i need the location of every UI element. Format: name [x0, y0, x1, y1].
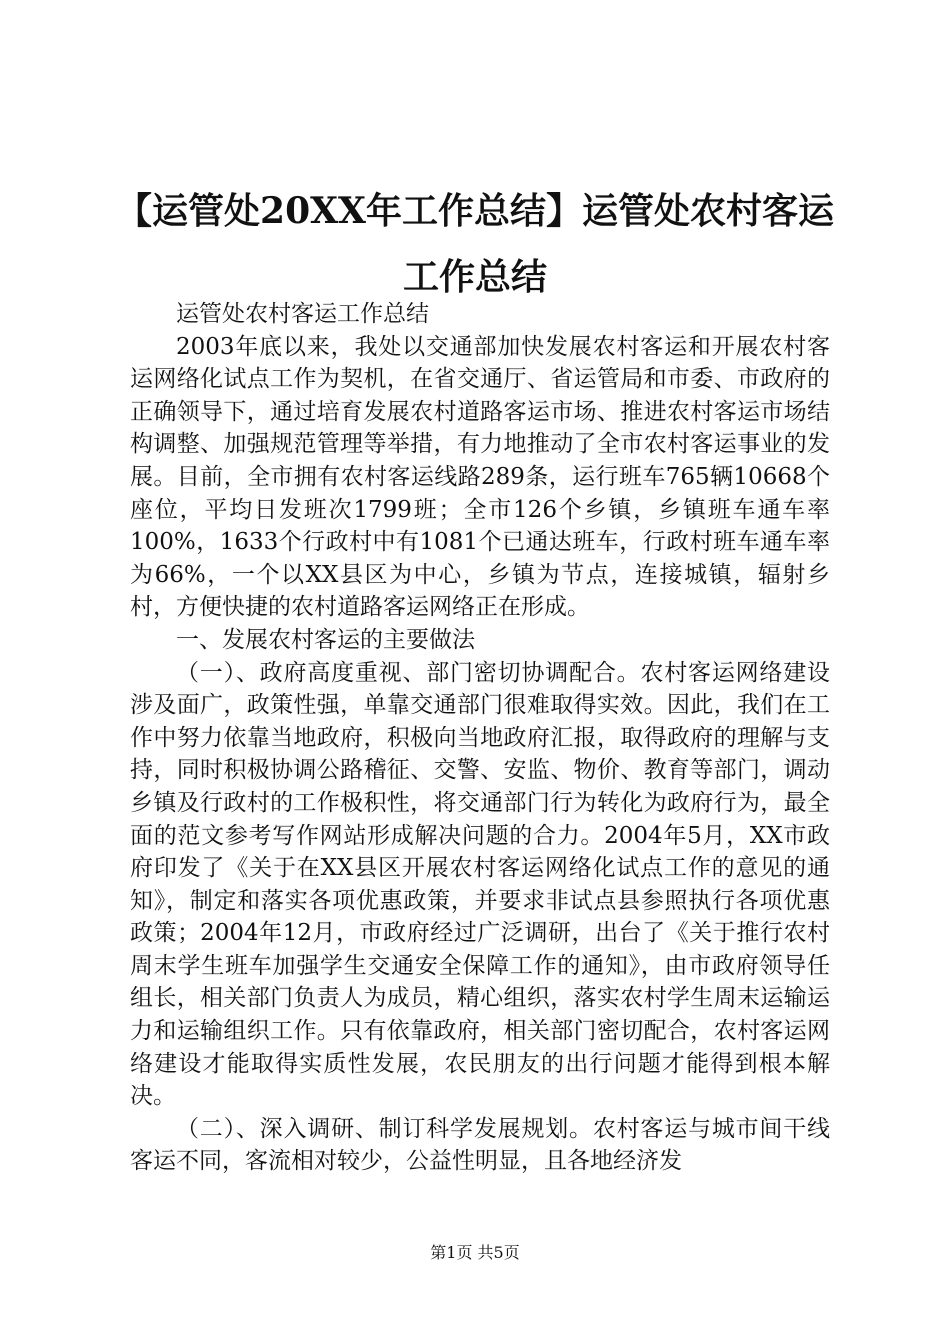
paragraph-item-1: （一）、政府高度重视、部门密切协调配合。农村客运网络建设涉及面广，政策性强，单靠交通部门很难取得实效。因此，我们在工作中努力依靠当地政府，积极向当地政府汇报，取得政府的理解与支持，同时积极协调公路稽征、交警、安监、物价、教育等部门，调动乡镇及行政村的工作极积性，将交通部门行为转化为政府行为，最全面的范文参考写作网站形成解决问题的合力。2004年5月，XX市政府印发了《关于在XX县区开展农村客运网络化试点工作的意见的通知》，制定和落实各项优惠政策，并要求非试点县参照执行各项优惠政策；2004年12月，市政府经过广泛调研，出台了《关于推行农村周末学生班车加强学生交通安全保障工作的通知》，由市政府领导任组长，相关部门负责人为成员，精心组织，落实农村学生周末运输运力和运输组织工作。只有依靠政府，相关部门密切配合，农村客运网络建设才能取得实质性发展，农民朋友的出行问题才能得到根本解决。 — [130, 659, 830, 1110]
document-title: 【运管处20XX年工作总结】运管处农村客运工作总结 — [116, 190, 834, 298]
section-heading: 一、发展农村客运的主要做法 — [176, 626, 475, 653]
document-body — [130, 298, 830, 1178]
paragraph-subtitle: 运管处农村客运工作总结 — [176, 301, 429, 327]
paragraph-item-2: （二）、深入调研、制订科学发展规划。农村客运与城市间干线客运不同，客流相对较少，公益性明显，且各地经济发 — [130, 1115, 830, 1175]
paragraph-intro: 2003年底以来，我处以交通部加快发展农村客运和开展农村客运网络化试点工作为契机，在省交通厅、省运管局和市委、市政府的正确领导下，通过培育发展农村道路客运市场、推进农村客运市场结构调整、加强规范管理等举措，有力地推动了全市农村客运事业的发展。目前，全市拥有农村客运线路289条，运行班车765辆10668个座位，平均日发班次1799班；全市126个乡镇，乡镇班车通车率100%，1633个行政村中有1081个已通达班车，行政村班车通车率为66%，一个以XX县区为中心，乡镇为节点，连接城镇，辐射乡村，方便快捷的农村道路客运网络正在形成。 — [130, 333, 830, 621]
page-footer: 第1页 共5页 — [430, 1243, 520, 1262]
